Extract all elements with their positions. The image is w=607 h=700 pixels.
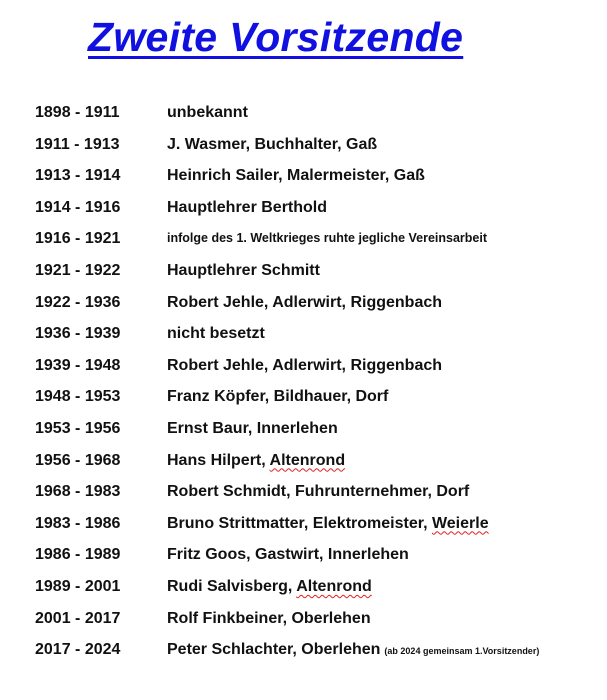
term-years: 1936 - 1939: [35, 325, 121, 343]
term-years: 1921 - 1922: [35, 261, 121, 279]
page-title: Zweite Vorsitzende: [88, 14, 464, 60]
term-years: 1983 - 1986: [35, 514, 121, 532]
officer-name-text: Hans Hilpert,: [167, 451, 270, 469]
list-item: [0, 97, 607, 129]
term-years: 2001 - 2017: [35, 609, 121, 627]
list-item: [0, 129, 607, 161]
term-years: 1898 - 1911: [35, 104, 120, 121]
officer-name: [167, 571, 372, 603]
term-years: 1939 - 1948: [35, 356, 121, 374]
officer-name: unbekannt: [167, 104, 248, 121]
term-years: 1968 - 1983: [35, 483, 121, 501]
officer-name: Robert Jehle, Adlerwirt, Riggenbach: [167, 293, 443, 311]
term-years: 1956 - 1968: [35, 451, 121, 469]
officer-name: Hauptlehrer Schmitt: [167, 261, 320, 279]
list-item: [0, 508, 607, 540]
officer-name: [167, 445, 345, 477]
list-item: [0, 223, 607, 255]
officer-note: (ab 2024 gemeinsam 1.Vorsitzender): [384, 646, 540, 657]
officer-name: Robert Schmidt, Fuhrunternehmer, Dorf: [167, 483, 470, 501]
list-item: [0, 192, 607, 224]
officer-name: [167, 634, 539, 668]
list-item: [0, 571, 607, 603]
term-years: 1953 - 1956: [35, 419, 121, 437]
officer-name: Rolf Finkbeiner, Oberlehen: [167, 609, 371, 627]
list-item: [0, 603, 607, 635]
spellcheck-marked-word: Weierle: [431, 514, 489, 532]
officer-name-text: Peter Schlachter, Oberlehen: [167, 641, 381, 659]
list-item: [0, 318, 607, 350]
list-item: [0, 381, 607, 413]
term-years: 1914 - 1916: [35, 198, 121, 216]
list-item: [0, 634, 607, 666]
term-years: 1989 - 2001: [35, 577, 121, 595]
term-years: 1948 - 1953: [35, 388, 121, 406]
officer-name: Franz Köpfer, Bildhauer, Dorf: [167, 388, 389, 406]
term-years: 1986 - 1989: [35, 546, 121, 564]
officer-list: [0, 97, 607, 666]
list-item: [0, 445, 607, 477]
officer-name: J. Wasmer, Buchhalter, Gaß: [167, 135, 378, 153]
officer-name-text: Rudi Salvisberg,: [167, 577, 297, 595]
list-item: [0, 476, 607, 508]
spellcheck-marked-word: Altenrond: [269, 451, 346, 469]
term-years: 1913 - 1914: [35, 167, 121, 185]
officer-name: Heinrich Sailer, Malermeister, Gaß: [167, 167, 425, 185]
list-item: [0, 160, 607, 192]
officer-name: Ernst Baur, Innerlehen: [167, 419, 338, 437]
officer-name: Robert Jehle, Adlerwirt, Riggenbach: [167, 356, 443, 374]
list-item: [0, 539, 607, 571]
list-item: [0, 350, 607, 382]
term-years: 2017 - 2024: [35, 641, 121, 659]
spellcheck-marked-word: Altenrond: [296, 577, 372, 595]
list-item: [0, 287, 607, 319]
officer-name: [167, 508, 489, 540]
list-item: [0, 413, 607, 445]
term-years: 1922 - 1936: [35, 293, 121, 311]
term-years: 1916 - 1921: [35, 230, 121, 248]
term-years: 1911 - 1913: [35, 135, 120, 153]
officer-name: Fritz Goos, Gastwirt, Innerlehen: [167, 546, 409, 564]
officer-name: nicht besetzt: [167, 325, 265, 343]
officer-name-text: Bruno Strittmatter, Elektromeister,: [167, 514, 432, 532]
list-item: [0, 255, 607, 287]
officer-name: infolge des 1. Weltkrieges ruhte jegliche Vereinsarbeit: [167, 231, 488, 246]
officer-name: Hauptlehrer Berthold: [167, 198, 328, 216]
